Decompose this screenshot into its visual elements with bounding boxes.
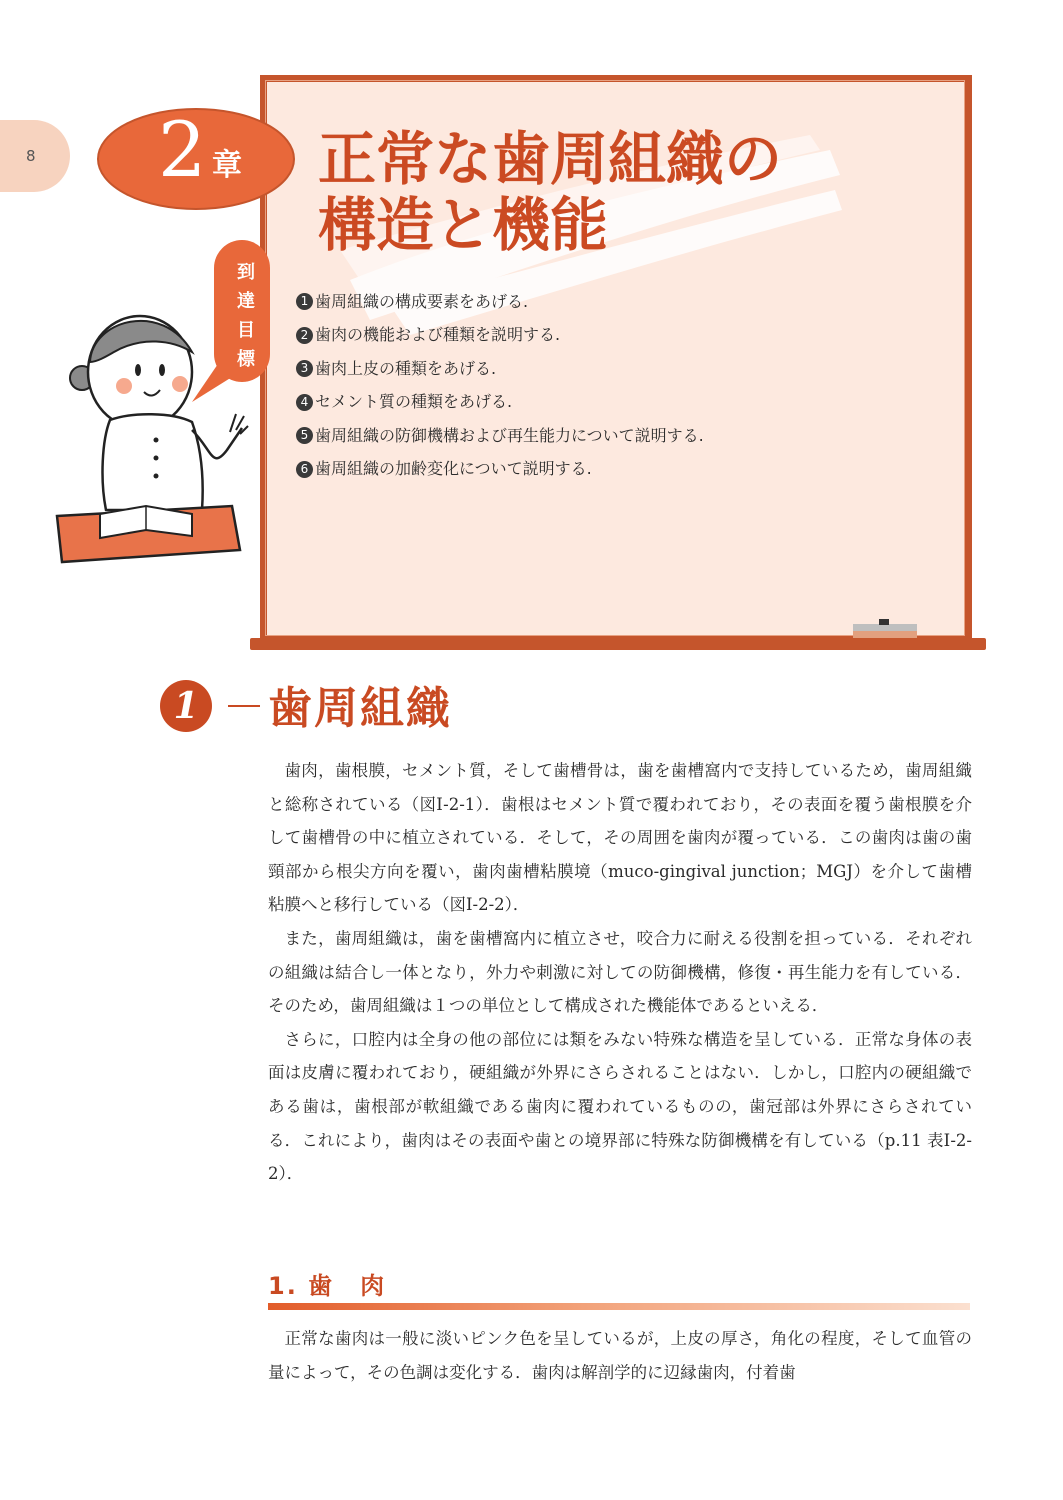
subsection-body	[268, 1322, 972, 1389]
goal-text: 歯肉の機能および種類を説明する.	[315, 325, 561, 345]
goal-number: 2	[296, 327, 313, 344]
goals-label-char: 到	[237, 262, 255, 283]
section-dash	[228, 705, 260, 707]
goal-number: 3	[296, 360, 313, 377]
chapter-number: 2	[158, 105, 207, 194]
chapter-title-line: 構造と機能	[318, 191, 609, 259]
paragraph: 歯肉，歯根膜，セメント質，そして歯槽骨は，歯を歯槽窩内で支持しているため，歯周組織と総称されている（図Ⅰ-2-1）．歯根はセメント質で覆われており，その表面を覆う歯根膜を介して歯槽骨の中に植立されている．そして，その周囲を歯肉が覆っている．この歯肉は歯の歯頸部から根尖方向を覆い，歯肉歯槽粘膜境（muco-gingival junction；MGJ）を介して歯槽粘膜へと移行している（図Ⅰ-2-2）．	[268, 761, 972, 915]
goal-item	[296, 352, 704, 386]
goal-item	[296, 285, 704, 319]
goal-text: 歯周組織の構成要素をあげる.	[315, 291, 529, 311]
goals-label-char: 標	[237, 349, 255, 370]
paragraph: また，歯周組織は，歯を歯槽窩内に植立させ，咬合力に耐える役割を担っている．それぞれの組織は結合し一体となり，外力や刺激に対しての防御機構，修復・再生能力を有している．そのため，歯周組織は１つの単位として構成された機能体であるといえる．	[268, 928, 972, 1016]
chapter-word: 章	[212, 148, 242, 183]
goal-item	[296, 419, 704, 453]
section-title: 歯周組織	[268, 683, 452, 734]
section-body	[268, 754, 972, 1191]
goal-number: 4	[296, 394, 313, 411]
goal-text: 歯周組織の加齢変化について説明する.	[315, 459, 592, 479]
goal-number: 5	[296, 427, 313, 444]
eraser-icon	[853, 619, 917, 638]
goal-text: セメント質の種類をあげる.	[315, 392, 513, 412]
page-number: 8	[26, 147, 36, 165]
goal-number: 1	[296, 293, 313, 310]
paragraph: さらに，口腔内は全身の他の部位には類をみない特殊な構造を呈している．正常な身体の表面は皮膚に覆われており，硬組織が外界にさらされることはない．しかし，口腔内の硬組織である歯は，歯根部が軟組織である歯肉に覆われているものの，歯冠部は外界にさらされている．これにより，歯肉はその表面や歯との境界部に特殊な防御機構を有している（p.11 表Ⅰ-2-2）．	[268, 1029, 973, 1184]
goal-item	[296, 319, 704, 353]
goal-number: 6	[296, 461, 313, 478]
goal-text: 歯肉上皮の種類をあげる.	[315, 358, 497, 378]
subsection-title: 1. 歯 肉	[268, 1272, 387, 1300]
goals-label-char: 目	[237, 320, 255, 341]
subsection-rule	[268, 1303, 970, 1310]
goal-item	[296, 386, 704, 420]
chalk-ledge	[250, 638, 986, 650]
goal-item	[296, 453, 704, 487]
chapter-title	[318, 126, 938, 258]
goals-list	[296, 285, 704, 486]
paragraph: 正常な歯肉は一般に淡いピンク色を呈しているが，上皮の厚さ，角化の程度，そして血管の量によって，その色調は変化する．歯肉は解剖学的に辺縁歯肉，付着歯	[268, 1329, 972, 1382]
section-number: 1	[173, 685, 199, 727]
teacher-illustration-icon	[52, 300, 252, 570]
goals-label-char: 達	[237, 291, 255, 312]
goal-text: 歯周組織の防御機構および再生能力について説明する.	[315, 425, 704, 445]
chapter-title-line: 正常な歯周組織の	[318, 125, 783, 193]
